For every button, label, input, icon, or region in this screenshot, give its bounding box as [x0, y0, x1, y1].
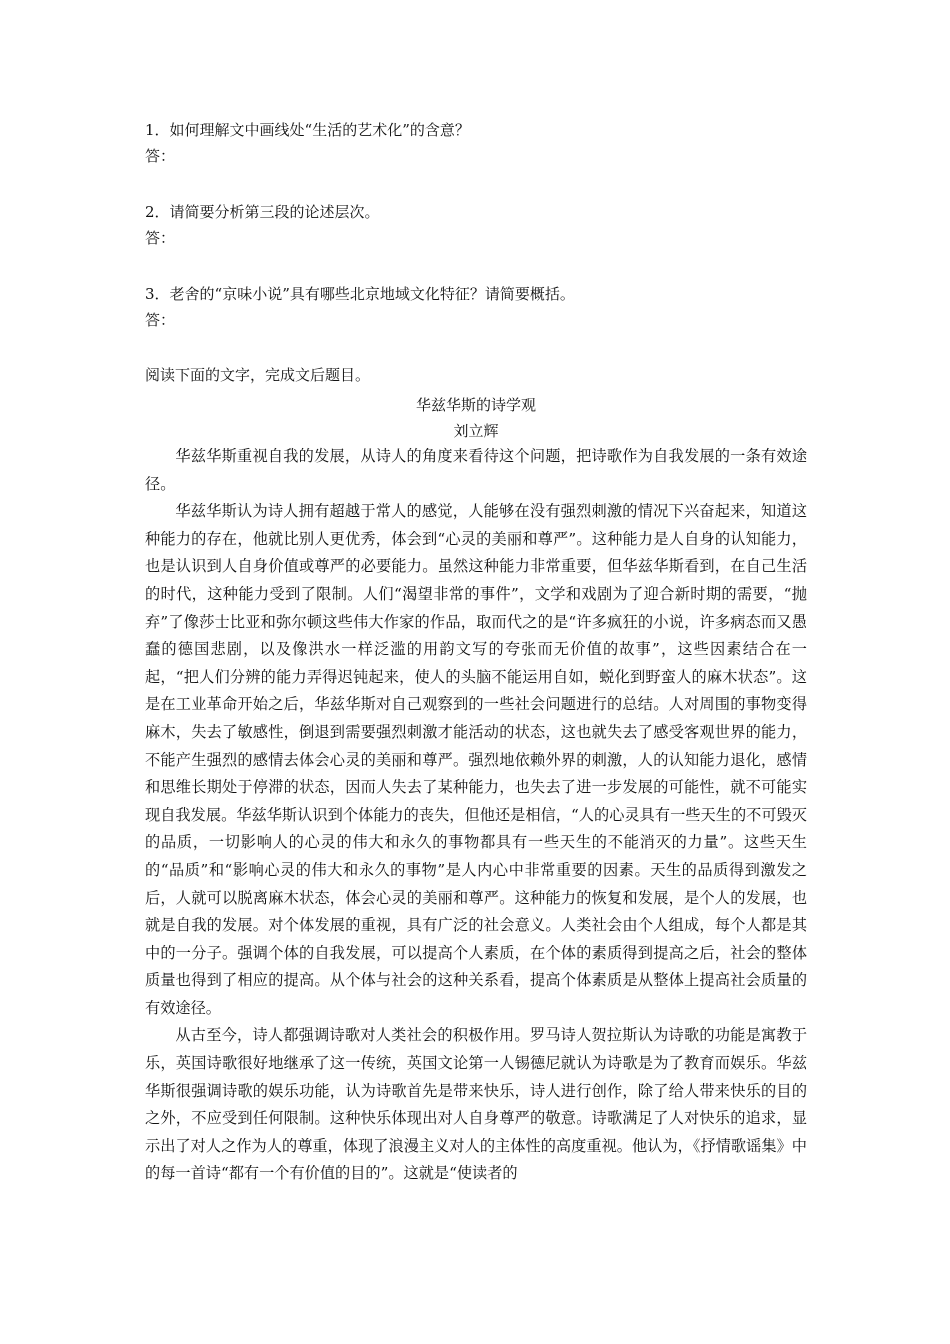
article-paragraph-1: 华兹华斯重视自我的发展，从诗人的角度来看待这个问题，把诗歌作为自我发展的一条有效途径。 — [145, 447, 807, 493]
article-title: 华兹华斯的诗学观 — [415, 396, 536, 414]
article-header — [145, 392, 807, 444]
article-author: 刘立辉 — [453, 422, 499, 440]
question-3 — [145, 281, 807, 333]
reading-instruction: 阅读下面的文字，完成文后题目。 — [145, 366, 371, 384]
question-2-answer-label: 答： — [145, 229, 176, 247]
question-1-prompt: 1．如何理解文中画线处“生活的艺术化”的含意？ — [145, 121, 470, 139]
question-1-answer-label: 答： — [145, 147, 176, 165]
question-2 — [145, 199, 807, 251]
question-1 — [145, 117, 807, 169]
article-body — [145, 443, 807, 1188]
article-paragraph-3: 从古至今，诗人都强调诗歌对人类社会的积极作用。罗马诗人贺拉斯认为诗歌的功能是寓教于乐，英国诗歌很好地继承了这一传统，英国文论第一人锡德尼就认为诗歌是为了教育而娱乐。华兹华斯很强调诗歌的娱乐功能，认为诗歌首先是带来快乐，诗人进行创作，除了给人带来快乐的目的之外，不应受到任何限制。这种快乐体现出对人自身尊严的敬意。诗歌满足了人对快乐的追求，显示出了对人之作为人的尊重，体现了浪漫主义对人的主体性的高度重视。他认为，《抒情歌谣集》中的每一首诗“都有一个有价值的目的”。这就是“使读者的 — [145, 1026, 807, 1183]
question-2-prompt: 2．请简要分析第三段的论述层次。 — [145, 203, 380, 221]
question-3-prompt: 3．老舍的“京味小说”具有哪些北京地域文化特征？请简要概括。 — [145, 285, 575, 303]
article-paragraph-2: 华兹华斯认为诗人拥有超越于常人的感觉，人能够在没有强烈刺激的情况下兴奋起来，知道这种能力的存在，他就比别人更优秀，体会到“心灵的美丽和尊严”。这种能力是人自身的认知能力，也是认识到人自身价值或尊严的必要能力。虽然这种能力非常重要，但华兹华斯看到，在自己生活的时代，这种能力受到了限制。人们“渴望非常的事件”，文学和戏剧为了迎合新时期的需要，“抛弃”了像莎士比亚和弥尔顿这些伟大作家的作品，取而代之的是“许多疯狂的小说，许多病态而又愚蠢的德国悲剧，以及像洪水一样泛滥的用韵文写的夸张而无价值的故事”，这些因素结合在一起，“把人们分辨的能力弄得迟钝起来，使人的头脑不能运用自如，蜕化到野蛮人的麻木状态”。这是在工业革命开始之后，华兹华斯对自己观察到的一些社会问题进行的总结。人对周围的事物变得麻木，失去了敏感性，倒退到需要强烈刺激才能活动的状态，这也就失去了感受客观世界的能力，不能产生强烈的感情去体会心灵的美丽和尊严。强烈地依赖外界的刺激，人的认知能力退化，感情和思维长期处于停滞的状态，因而人失去了某种能力，也失去了进一步发展的可能性，就不可能实现自我发展。华兹华斯认识到个体能力的丧失，但他还是相信，“人的心灵具有一些天生的不可毁灭的品质，一切影响人的心灵的伟大和永久的事物都具有一些天生的不能消灭的力量”。这些天生的“品质”和“影响心灵的伟大和永久的事物”是人内心中非常重要的因素。天生的品质得到激发之后，人就可以脱离麻木状态，体会心灵的美丽和尊严。这种能力的恢复和发展，是个人的发展，也就是自我的发展。对个体发展的重视，具有广泛的社会意义。人类社会由个人组成，每个人都是其中的一分子。强调个体的自我发展，可以提高个人素质，在个体的素质得到提高之后，社会的整体质量也得到了相应的提高。从个体与社会的这种关系看，提高个体素质是从整体上提高社会质量的有效途径。 — [145, 502, 807, 1017]
question-3-answer-label: 答： — [145, 311, 176, 329]
